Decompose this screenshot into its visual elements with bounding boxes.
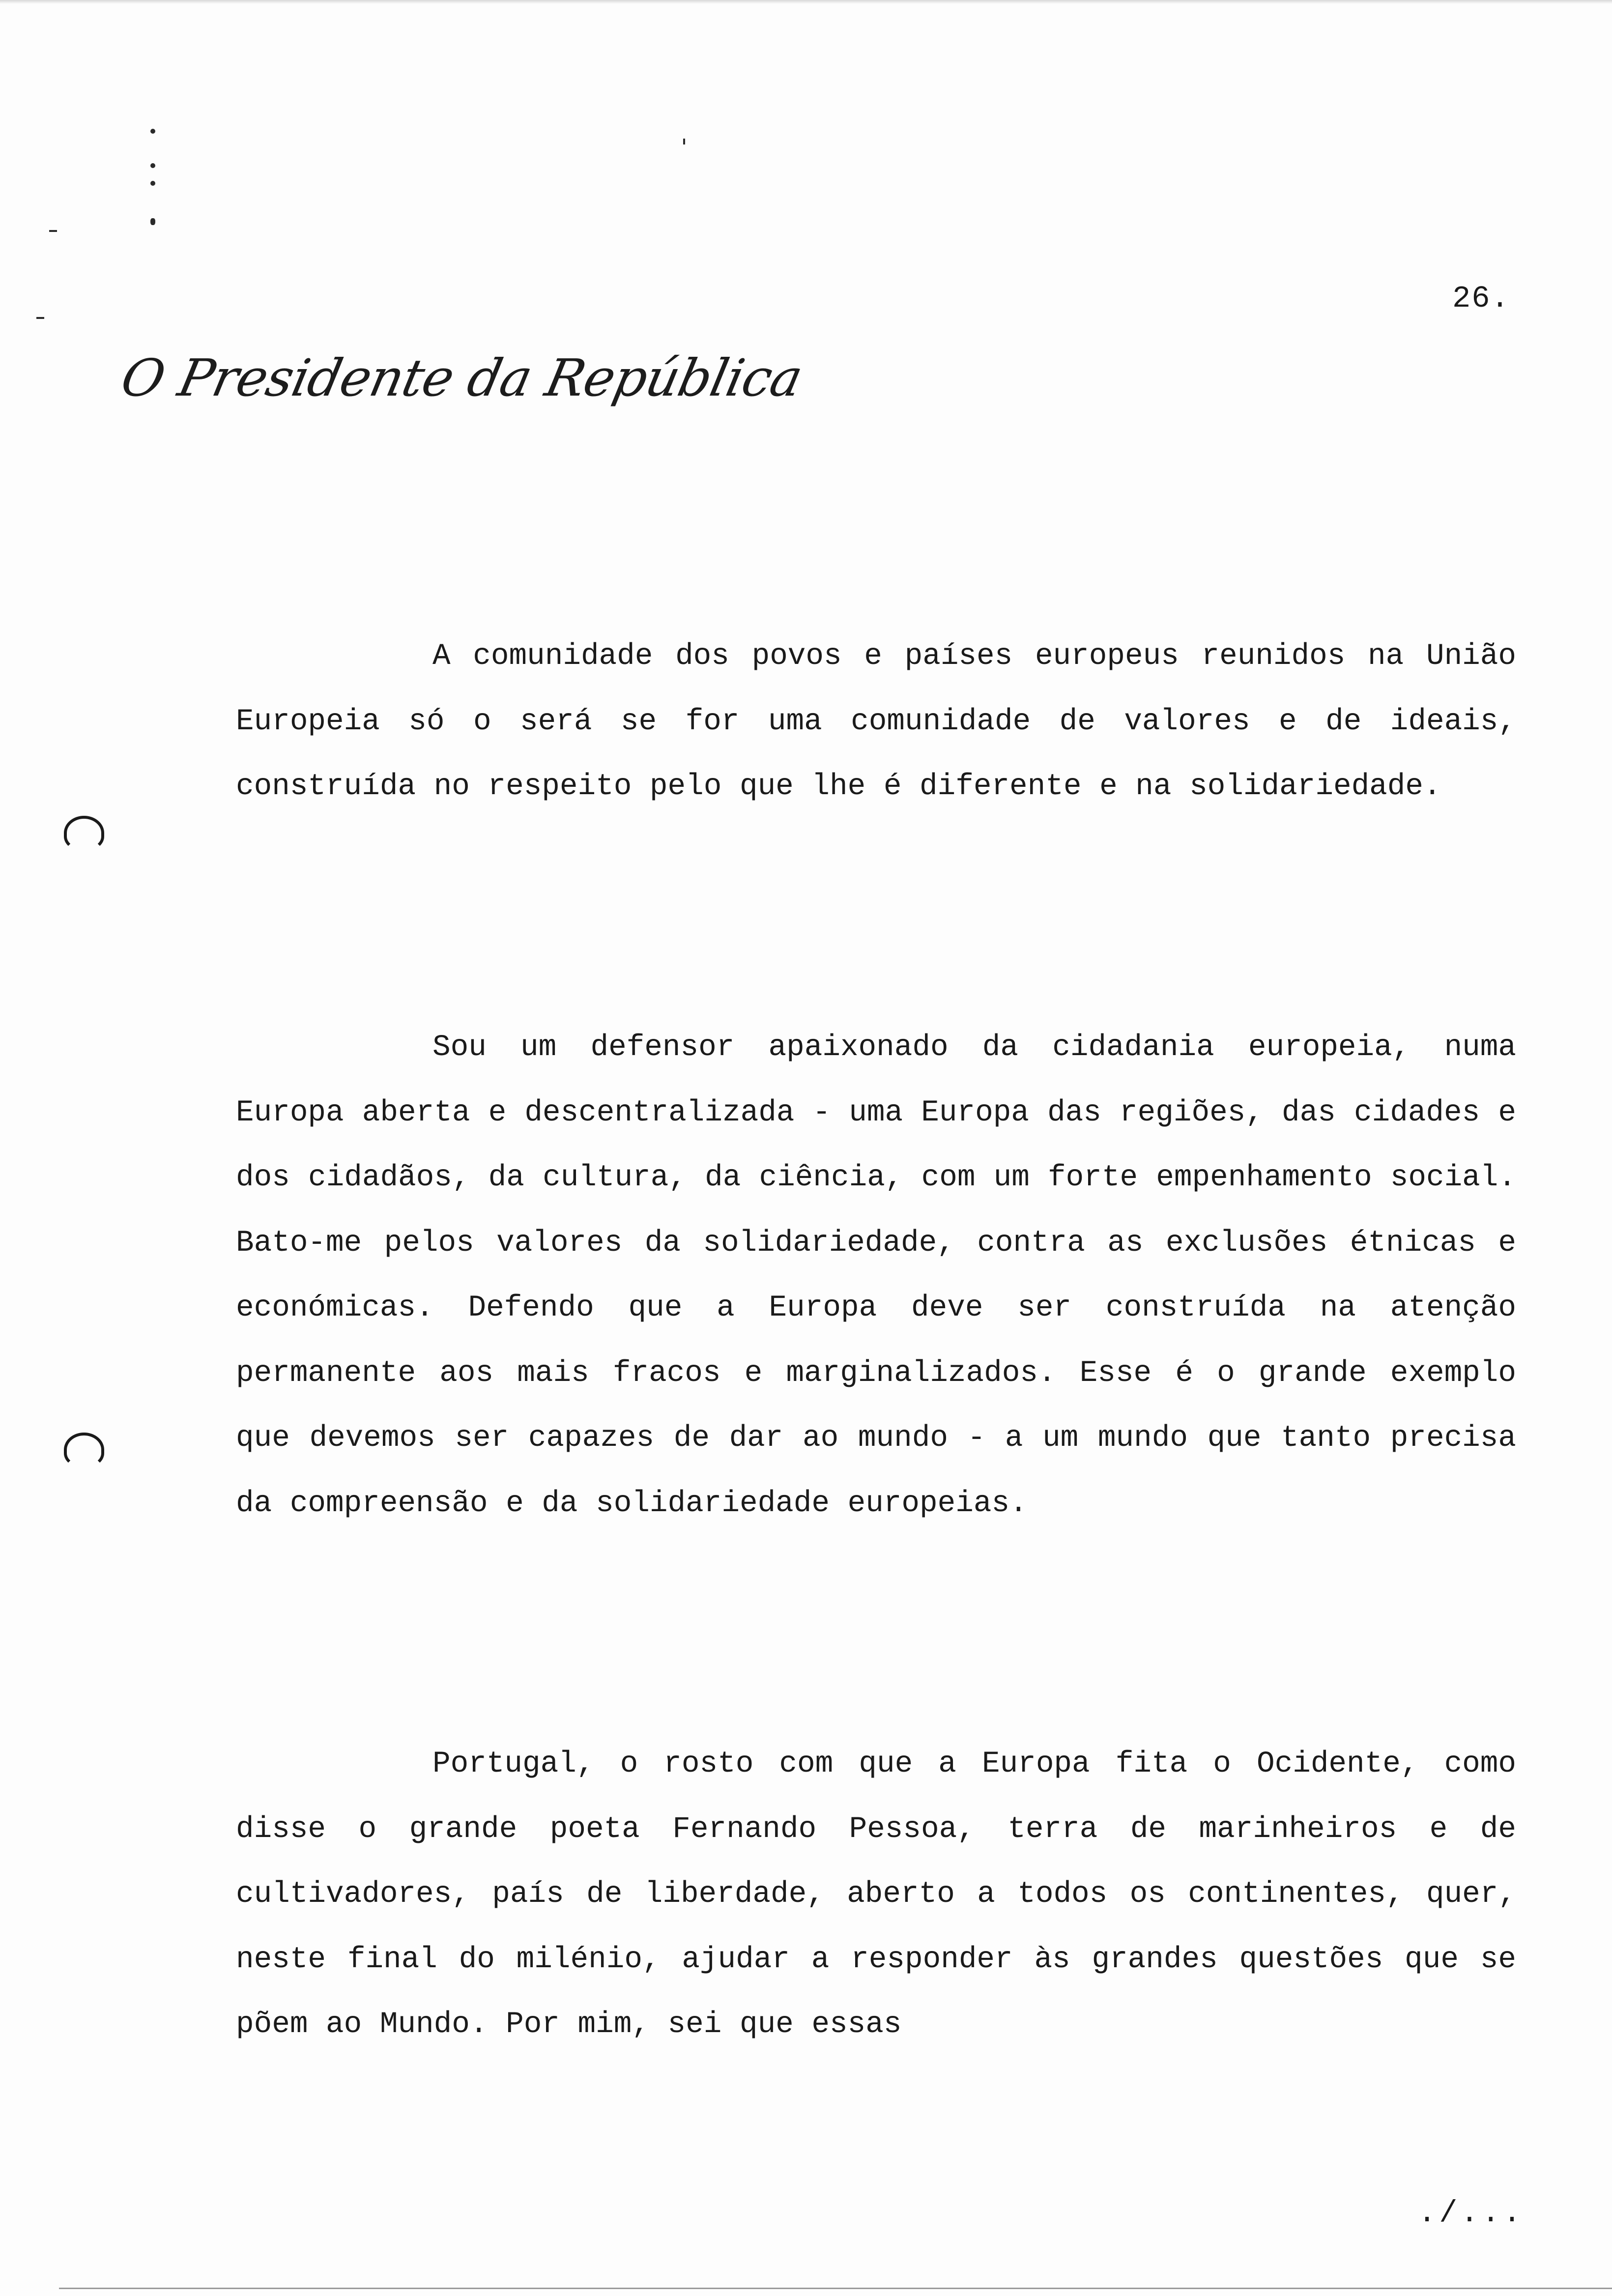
scan-speck [150,181,155,186]
paragraph-3 [236,1732,1516,2058]
scan-top-edge [0,0,1612,4]
scan-speck [150,129,155,134]
punch-hole [64,816,104,850]
paragraph-2 [236,1015,1516,1536]
punch-hole [64,1433,104,1467]
scan-speck [150,218,155,225]
scan-speck [36,317,44,319]
scan-speck [150,163,155,168]
bottom-edge-rule [59,2288,1612,2289]
page-number: 26. [1452,281,1510,316]
scan-speck [683,139,685,144]
paragraph-3-text: Portugal, o rosto com que a Europa fita o Ocidente, como disse o grande poeta Fernando Pessoa, terra de marinheiros e de cultivadores, país de liberdade, aberto a todos os continentes, quer, neste final do milénio, ajudar a responder às grandes questões que se põem ao Mundo. Por mim, sei que essas [236,1747,1516,2041]
letterhead-title: O Presidente da República [116,348,808,408]
paragraph-2-text: Sou um defensor apaixonado da cidadania europeia, numa Europa aberta e descentralizada - uma Europa das regiões, das cidades e dos cidadãos, da cultura, da ciência, com um forte empenhamento social. Bato-me pelos valores da solidariedade, contra as exclusões étnicas e económicas. Defendo que a Europa deve ser construída na atenção permanente aos mais fracos e marginalizados. Esse é o grande exemplo que devemos ser capazes de dar ao mundo - a um mundo que tanto precisa da compreensão e da solidariedade europeias. [236,1031,1516,1521]
paragraph-1-text: A comunidade dos povos e países europeus reunidos na União Europeia só o será se for uma comunidade de valores e de ideais, construída no respeito pelo que lhe é diferente e na solidariedade. [236,639,1516,804]
continuation-mark: ./... [1418,2196,1525,2231]
scan-speck [49,230,57,232]
paragraph-1 [236,624,1516,820]
